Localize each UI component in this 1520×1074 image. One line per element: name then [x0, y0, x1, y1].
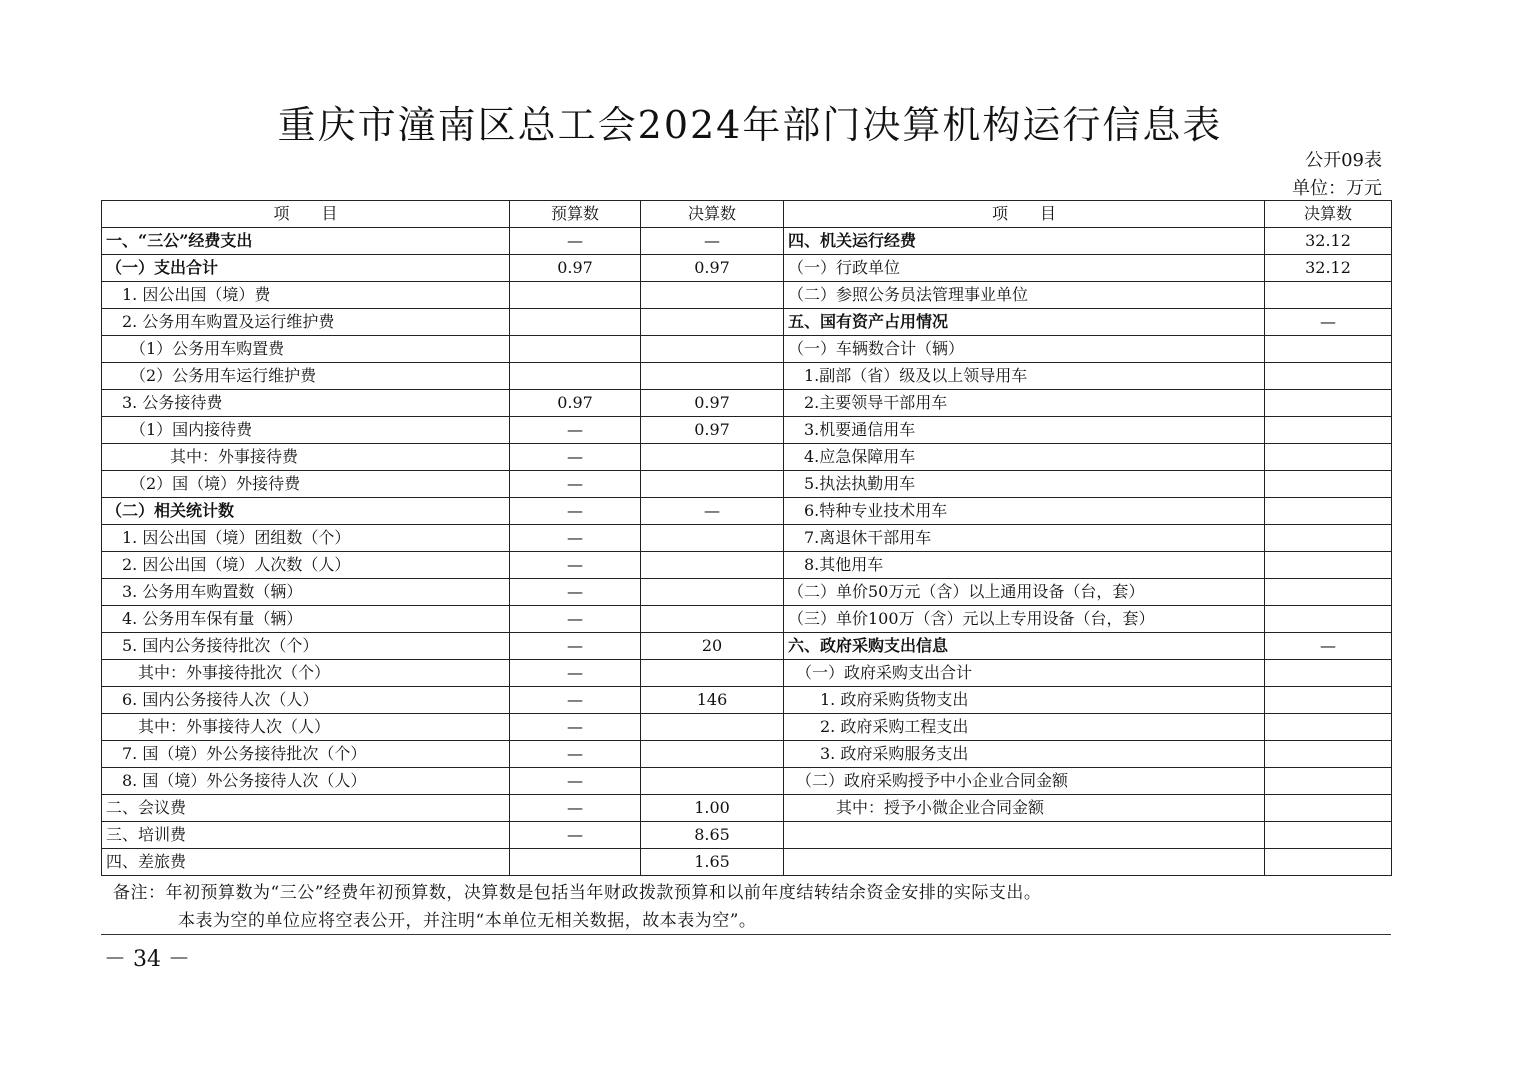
page-title: 重庆市潼南区总工会2024年部门决算机构运行信息表: [277, 103, 1223, 147]
row-final: [641, 363, 784, 390]
row-item-left: 其中：外事接待人次（人）: [102, 714, 510, 741]
row-budget: [510, 849, 641, 876]
row-final: 20: [641, 633, 784, 660]
row-final: [641, 471, 784, 498]
row-item-right: 6.特种专业技术用车: [784, 498, 1265, 525]
row-final: [641, 714, 784, 741]
row-budget: —: [510, 552, 641, 579]
row-final-right: [1265, 849, 1392, 876]
table-row: [102, 309, 1392, 336]
row-item-right: 其中：授予小微企业合同金额: [784, 795, 1265, 822]
row-final-right: [1265, 741, 1392, 768]
row-item-left: （二）相关统计数: [102, 498, 510, 525]
row-final: [641, 741, 784, 768]
row-final-right: [1265, 444, 1392, 471]
row-budget: —: [510, 606, 641, 633]
row-item-right: [784, 849, 1265, 876]
row-item-right: （一）行政单位: [784, 255, 1265, 282]
row-budget: —: [510, 660, 641, 687]
row-final-right: [1265, 552, 1392, 579]
row-final-right: [1265, 795, 1392, 822]
row-final-right: 32.12: [1265, 255, 1392, 282]
row-item-right: 1. 政府采购货物支出: [784, 687, 1265, 714]
row-final: [641, 579, 784, 606]
row-item-left: （2）国（境）外接待费: [102, 471, 510, 498]
table-row: [102, 714, 1392, 741]
row-final-right: [1265, 390, 1392, 417]
row-budget: —: [510, 498, 641, 525]
row-budget: —: [510, 768, 641, 795]
table-row: [102, 849, 1392, 876]
row-final-right: [1265, 822, 1392, 849]
table-row: [102, 633, 1392, 660]
header-final: 决算数: [641, 201, 784, 228]
table-row: [102, 525, 1392, 552]
table-row: [102, 498, 1392, 525]
row-final: [641, 525, 784, 552]
row-budget: —: [510, 741, 641, 768]
table-row: [102, 579, 1392, 606]
info-table: [101, 200, 1392, 876]
row-final-right: [1265, 606, 1392, 633]
row-final-right: [1265, 498, 1392, 525]
row-budget: —: [510, 714, 641, 741]
row-item-left: 2. 公务用车购置及运行维护费: [102, 309, 510, 336]
row-item-right: （一）政府采购支出合计: [784, 660, 1265, 687]
row-budget: [510, 336, 641, 363]
row-item-left: 二、会议费: [102, 795, 510, 822]
row-item-left: 3. 公务用车购置数（辆）: [102, 579, 510, 606]
table-code: 公开09表: [1305, 150, 1382, 171]
row-budget: —: [510, 417, 641, 444]
note-line-2: 本表为空的单位应将空表公开，并注明“本单位无相关数据，故本表为空”。: [178, 911, 757, 931]
row-item-left: 一、“三公”经费支出: [102, 228, 510, 255]
page-number: － 34 －: [104, 947, 190, 972]
row-item-left: 其中：外事接待费: [102, 444, 510, 471]
row-final: [641, 552, 784, 579]
row-item-right: 四、机关运行经费: [784, 228, 1265, 255]
table-row: [102, 660, 1392, 687]
footer-divider: [101, 934, 1391, 935]
row-item-left: （1）公务用车购置费: [102, 336, 510, 363]
row-final: —: [641, 228, 784, 255]
table-row: [102, 363, 1392, 390]
row-final: 1.00: [641, 795, 784, 822]
row-final-right: [1265, 336, 1392, 363]
row-item-left: 四、差旅费: [102, 849, 510, 876]
row-item-left: （一）支出合计: [102, 255, 510, 282]
row-final: 1.65: [641, 849, 784, 876]
row-item-right: 1.副部（省）级及以上领导用车: [784, 363, 1265, 390]
row-final: [641, 444, 784, 471]
row-final-right: [1265, 417, 1392, 444]
row-final: [641, 309, 784, 336]
row-budget: —: [510, 228, 641, 255]
row-final: [641, 606, 784, 633]
row-item-right: 2.主要领导干部用车: [784, 390, 1265, 417]
row-item-left: 1. 因公出国（境）费: [102, 282, 510, 309]
row-item-right: 8.其他用车: [784, 552, 1265, 579]
row-budget: —: [510, 579, 641, 606]
row-item-left: 三、培训费: [102, 822, 510, 849]
row-budget: —: [510, 525, 641, 552]
row-item-left: 7. 国（境）外公务接待批次（个）: [102, 741, 510, 768]
row-final-right: —: [1265, 309, 1392, 336]
row-budget: [510, 363, 641, 390]
row-item-left: 6. 国内公务接待人次（人）: [102, 687, 510, 714]
table-row: [102, 255, 1392, 282]
row-item-right: [784, 822, 1265, 849]
row-item-right: 2. 政府采购工程支出: [784, 714, 1265, 741]
row-item-left: 4. 公务用车保有量（辆）: [102, 606, 510, 633]
table-row: [102, 822, 1392, 849]
table-row: [102, 390, 1392, 417]
row-item-right: 7.离退休干部用车: [784, 525, 1265, 552]
table-row: [102, 228, 1392, 255]
row-item-right: （一）车辆数合计（辆）: [784, 336, 1265, 363]
row-item-left: 8. 国（境）外公务接待人次（人）: [102, 768, 510, 795]
row-final: —: [641, 498, 784, 525]
row-budget: 0.97: [510, 390, 641, 417]
table-row: [102, 768, 1392, 795]
row-final: 8.65: [641, 822, 784, 849]
row-final: [641, 336, 784, 363]
row-item-left: （1）国内接待费: [102, 417, 510, 444]
row-final-right: [1265, 363, 1392, 390]
row-final-right: [1265, 525, 1392, 552]
row-final: 0.97: [641, 390, 784, 417]
row-item-right: （三）单价100万（含）元以上专用设备（台，套）: [784, 606, 1265, 633]
row-final: [641, 768, 784, 795]
row-final-right: [1265, 714, 1392, 741]
table-row: [102, 417, 1392, 444]
row-item-right: 五、国有资产占用情况: [784, 309, 1265, 336]
row-final-right: [1265, 579, 1392, 606]
table-row: [102, 795, 1392, 822]
row-item-right: 3. 政府采购服务支出: [784, 741, 1265, 768]
header-item-right: 项 目: [784, 201, 1265, 228]
row-item-right: 3.机要通信用车: [784, 417, 1265, 444]
row-budget: [510, 309, 641, 336]
table-row: [102, 336, 1392, 363]
table-row: [102, 444, 1392, 471]
row-item-left: 其中：外事接待批次（个）: [102, 660, 510, 687]
row-item-left: 3. 公务接待费: [102, 390, 510, 417]
row-final-right: 32.12: [1265, 228, 1392, 255]
row-final-right: —: [1265, 633, 1392, 660]
header-final-right: 决算数: [1265, 201, 1392, 228]
table-row: [102, 282, 1392, 309]
row-final-right: [1265, 660, 1392, 687]
row-budget: —: [510, 822, 641, 849]
row-item-right: 5.执法执勤用车: [784, 471, 1265, 498]
table-row: [102, 471, 1392, 498]
table-row: [102, 687, 1392, 714]
row-final: [641, 282, 784, 309]
row-item-left: 1. 因公出国（境）团组数（个）: [102, 525, 510, 552]
table-row: [102, 552, 1392, 579]
unit-label: 单位：万元: [1292, 178, 1382, 199]
row-budget: [510, 282, 641, 309]
row-item-left: 2. 因公出国（境）人次数（人）: [102, 552, 510, 579]
row-item-left: 5. 国内公务接待批次（个）: [102, 633, 510, 660]
row-final: 146: [641, 687, 784, 714]
row-item-right: （二）参照公务员法管理事业单位: [784, 282, 1265, 309]
row-budget: —: [510, 795, 641, 822]
row-final-right: [1265, 471, 1392, 498]
row-item-right: 4.应急保障用车: [784, 444, 1265, 471]
row-final-right: [1265, 687, 1392, 714]
row-item-right: 六、政府采购支出信息: [784, 633, 1265, 660]
header-item: 项 目: [102, 201, 510, 228]
header-budget: 预算数: [510, 201, 641, 228]
row-budget: —: [510, 444, 641, 471]
note-line-1: 备注：年初预算数为“三公”经费年初预算数，决算数是包括当年财政拨款预算和以前年度结转结余资金安排的实际支出。: [113, 883, 1042, 903]
row-budget: 0.97: [510, 255, 641, 282]
row-budget: —: [510, 633, 641, 660]
header-row: [102, 201, 1392, 228]
row-item-right: （二）单价50万元（含）以上通用设备（台，套）: [784, 579, 1265, 606]
row-item-left: （2）公务用车运行维护费: [102, 363, 510, 390]
row-final-right: [1265, 768, 1392, 795]
row-budget: —: [510, 687, 641, 714]
row-final: 0.97: [641, 255, 784, 282]
row-budget: —: [510, 471, 641, 498]
row-final: 0.97: [641, 417, 784, 444]
table-row: [102, 606, 1392, 633]
table-row: [102, 741, 1392, 768]
row-final-right: [1265, 282, 1392, 309]
row-final: [641, 660, 784, 687]
row-item-right: （二）政府采购授予中小企业合同金额: [784, 768, 1265, 795]
